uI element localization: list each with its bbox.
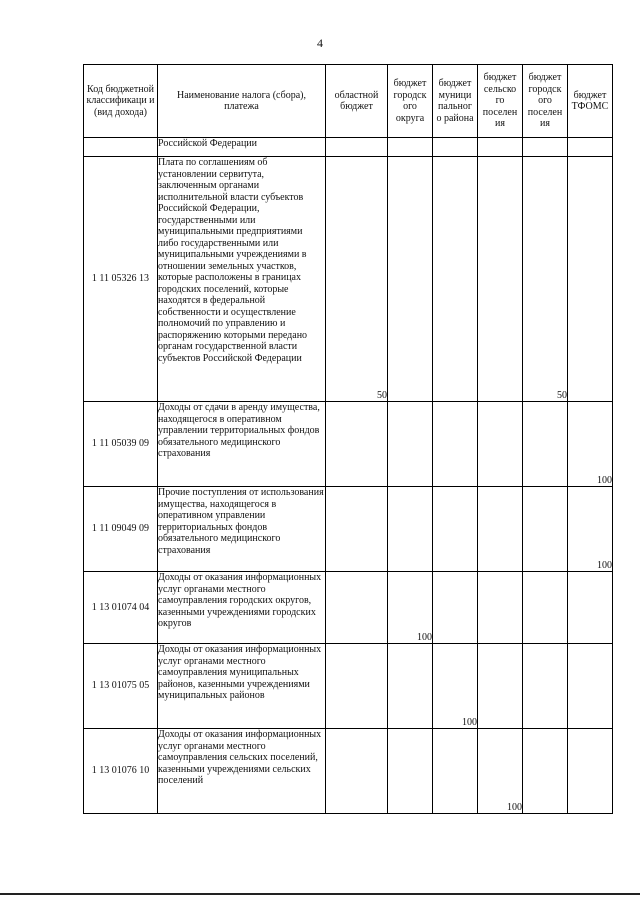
row-rural-value: 100 [478, 729, 523, 814]
row-tfoms-value [568, 157, 613, 402]
row-name: Доходы от оказания информационных услуг органами местного самоуправления городских округов, казенными учреждениями городских округов [158, 572, 326, 644]
row-regional-value [326, 572, 388, 644]
row-code: 1 11 09049 09 [84, 487, 158, 572]
row-code: 1 13 01074 04 [84, 572, 158, 644]
table-row [84, 572, 613, 644]
row-rural-value [478, 138, 523, 157]
header-regional-budget: областной бюджет [326, 65, 388, 138]
row-name: Прочие поступления от использования имущества, находящегося в оперативном управлении территориальных фондов обязательного медицинского страхования [158, 487, 326, 572]
page-bottom-rule [0, 893, 640, 895]
row-municipal-district-value [433, 572, 478, 644]
table-row [84, 729, 613, 814]
table-row [84, 487, 613, 572]
row-name: Российской Федерации [158, 138, 326, 157]
row-urban-value [523, 572, 568, 644]
row-urban-value [523, 644, 568, 729]
row-city-district-value [388, 487, 433, 572]
row-municipal-district-value [433, 487, 478, 572]
row-city-district-value: 100 [388, 572, 433, 644]
row-code: 1 11 05039 09 [84, 402, 158, 487]
row-code: 1 11 05326 13 [84, 157, 158, 402]
row-name: Доходы от оказания информационных услуг органами местного самоуправления сельских поселений, казенными учреждениями сельских поселений [158, 729, 326, 814]
row-municipal-district-value [433, 729, 478, 814]
table-row [84, 138, 613, 157]
row-city-district-value [388, 402, 433, 487]
header-municipal-district-budget: бюджет муници пальног о района [433, 65, 478, 138]
row-urban-value [523, 402, 568, 487]
row-regional-value [326, 138, 388, 157]
row-rural-value [478, 644, 523, 729]
row-rural-value [478, 157, 523, 402]
row-rural-value [478, 487, 523, 572]
row-city-district-value [388, 729, 433, 814]
row-rural-value [478, 402, 523, 487]
row-municipal-district-value [433, 402, 478, 487]
row-regional-value [326, 644, 388, 729]
header-urban-settlement-budget: бюджет городск ого поселен ия [523, 65, 568, 138]
page-number: 4 [317, 36, 323, 50]
row-regional-value: 50 [326, 157, 388, 402]
row-code: 1 13 01076 10 [84, 729, 158, 814]
row-tfoms-value: 100 [568, 487, 613, 572]
budget-classification-table [83, 64, 613, 814]
header-name: Наименование налога (сбора), платежа [158, 65, 326, 138]
row-urban-value [523, 138, 568, 157]
row-code: 1 13 01075 05 [84, 644, 158, 729]
header-tfoms-budget: бюджет ТФОМС [568, 65, 613, 138]
row-city-district-value [388, 138, 433, 157]
row-city-district-value [388, 157, 433, 402]
table-row [84, 402, 613, 487]
row-tfoms-value [568, 729, 613, 814]
row-municipal-district-value [433, 157, 478, 402]
row-tfoms-value [568, 572, 613, 644]
table-row [84, 157, 613, 402]
row-name: Доходы от сдачи в аренду имущества, находящегося в оперативном управлении территориальных фондов обязательного медицинского страхования [158, 402, 326, 487]
header-rural-settlement-budget: бюджет сельско го поселен ия [478, 65, 523, 138]
row-municipal-district-value: 100 [433, 644, 478, 729]
row-name: Плата по соглашениям об установлении сервитута, заключенным органами исполнительной власти субъектов Российской Федерации, государственными или муниципальными предприятиями либо государственными или муниципальными учреждениями в отношении земельных участков, которые расположены в границах городских поселений, которые находятся в федеральной собственности и осуществление полномочий по управлению и распоряжению которыми передано органам государственной власти субъектов Российской Федерации [158, 157, 326, 402]
row-urban-value [523, 487, 568, 572]
row-urban-value [523, 729, 568, 814]
table-header-row [84, 65, 613, 138]
row-city-district-value [388, 644, 433, 729]
row-municipal-district-value [433, 138, 478, 157]
row-regional-value [326, 729, 388, 814]
row-tfoms-value: 100 [568, 402, 613, 487]
row-tfoms-value [568, 644, 613, 729]
table-row [84, 644, 613, 729]
row-code [84, 138, 158, 157]
row-name: Доходы от оказания информационных услуг органами местного самоуправления муниципальных районов, казенными учреждениями муниципальных районов [158, 644, 326, 729]
row-tfoms-value [568, 138, 613, 157]
row-regional-value [326, 487, 388, 572]
row-rural-value [478, 572, 523, 644]
row-urban-value: 50 [523, 157, 568, 402]
header-code: Код бюджетной классификаци и (вид дохода) [84, 65, 158, 138]
row-regional-value [326, 402, 388, 487]
header-city-district-budget: бюджет городск ого округа [388, 65, 433, 138]
